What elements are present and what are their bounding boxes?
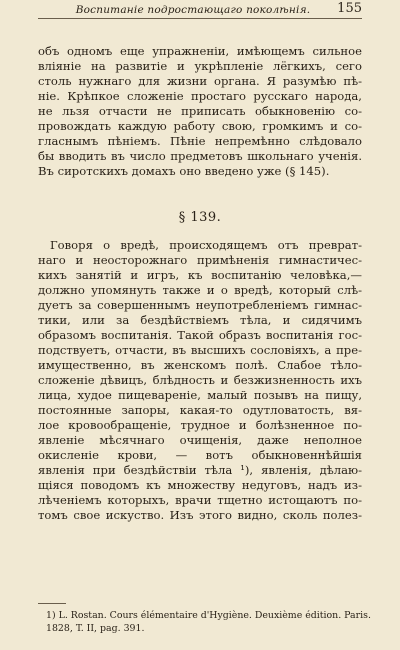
text-line: явленія при бездѣйствіи тѣла ¹), явленія, дѣлаю-	[38, 463, 362, 477]
running-header	[38, 1, 362, 19]
footnote-line: 1828, T. II, pag. 391.	[46, 623, 145, 634]
running-title: Воспитаніе подростающаго поколѣнія.	[75, 4, 311, 16]
text-line: щіяся поводомъ къ множеству недуговъ, надъ из-	[38, 478, 362, 492]
text-line: столь нужнаго для жизни органа. Я разумѣю пѣ-	[38, 74, 362, 88]
text-line: лица, худое пищевареніе, малый позывъ на пищу,	[38, 388, 362, 402]
footnote-line: 1) L. Rostan. Cours élémentaire d'Hygiène. Deuxième édition. Paris.	[46, 610, 371, 621]
text-line: наго и неосторожнаго примѣненія гимнастичес-	[38, 253, 362, 267]
footnote-divider	[38, 603, 66, 604]
paragraph-continued	[38, 44, 362, 179]
footnote	[46, 609, 371, 635]
text-line: гласнымъ пѣніемъ. Пѣніе непремѣнно слѣдовало	[38, 134, 362, 148]
text-line: имущественно, въ женскомъ полѣ. Слабое тѣло-	[38, 358, 362, 372]
text-line: тики, или за бездѣйствіемъ тѣла, и сидячимъ	[38, 313, 362, 327]
text-line: должно упомянуть также и о вредѣ, который слѣ-	[38, 283, 362, 297]
text-line: объ одномъ еще упражненіи, имѣющемъ сильное	[38, 44, 362, 58]
text-line: ніе. Крѣпкое сложеніе простаго русскаго народа,	[38, 89, 362, 103]
page-number: 155	[337, 1, 362, 16]
text-line: вліяніе на развитіе и укрѣпленіе лёгкихъ, сего	[38, 59, 362, 73]
text-line: лѣченіемъ которыхъ, врачи тщетно истощаютъ по-	[38, 493, 362, 507]
text-line: провождать каждую работу свою, громкимъ и со-	[38, 119, 362, 133]
text-line: подствуетъ, отчасти, въ высшихъ сословіяхъ, а пре-	[38, 343, 362, 357]
text-line: постоянные запоры, какая-то одутловатость, вя-	[38, 403, 362, 417]
text-line: кихъ занятій и игръ, къ воспитанію человѣка,—	[38, 268, 362, 282]
text-line: бы вводить въ число предметовъ школьнаго ученія.	[38, 149, 362, 163]
text-line: томъ свое искуство. Изъ этого видно, сколь полез-	[38, 508, 362, 522]
text-line: Говоря о вредѣ, происходящемъ отъ преврат-	[50, 238, 362, 252]
text-line: лое кровообращеніе, трудное и болѣзненное по-	[38, 418, 362, 432]
text-line: дуетъ за совершеннымъ неупотребленіемъ гимнас-	[38, 298, 362, 312]
text-line: образомъ воспитанія. Такой образъ воспитанія гос-	[38, 328, 362, 342]
text-line: не льзя отчасти не приписать обыкновенію со-	[38, 104, 362, 118]
text-line: сложеніе дѣвицъ, блѣдность и безжизненность ихъ	[38, 373, 362, 387]
text-line: явленіе мѣсячнаго очищенія, даже неполное	[38, 433, 362, 447]
text-line: Въ сиротскихъ домахъ оно введено уже (§ 145).	[38, 164, 330, 178]
text-line: окисленіе крови, — вотъ обыкновеннѣйшія	[38, 448, 362, 462]
paragraph-section-139	[38, 238, 362, 523]
section-heading: § 139.	[178, 210, 222, 225]
